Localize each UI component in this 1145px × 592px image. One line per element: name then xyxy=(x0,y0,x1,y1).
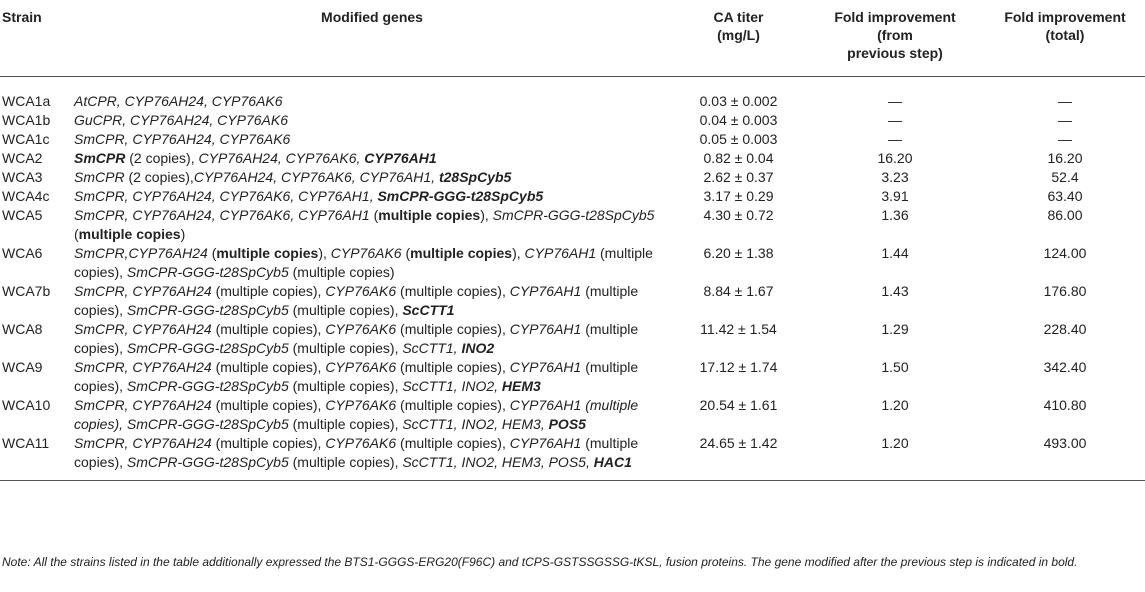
fold-previous-cell: 16.20 xyxy=(877,149,913,166)
header-modified-genes: Modified genes xyxy=(321,9,423,25)
table-row xyxy=(0,168,1145,187)
header-fold-previous: Fold improvement (from previous step) xyxy=(834,9,956,61)
fold-previous-cell: 3.91 xyxy=(881,187,909,204)
modified-genes-cell: SmCPR,CYP76AH24 (multiple copies), CYP76AK6 (multiple copies), CYP76AH1 (multiple copies), SmCPR-GGG-t28SpCyb5 (multiple copies) xyxy=(74,244,653,280)
ca-titer-cell: 4.30 ± 0.72 xyxy=(703,206,774,223)
modified-genes-cell: SmCPR, CYP76AH24 (multiple copies), CYP76AK6 (multiple copies), CYP76AH1 (multiple copies), SmCPR-GGG-t28SpCyb5 (multiple copies), ScCTT1 xyxy=(74,282,639,318)
header-row xyxy=(0,0,1145,76)
strain-cell: WCA5 xyxy=(2,206,43,223)
fold-total-cell: — xyxy=(1058,92,1072,109)
header-strain: Strain xyxy=(2,9,42,25)
strain-cell: WCA8 xyxy=(2,320,43,337)
ca-titer-cell: 17.12 ± 1.74 xyxy=(699,358,778,375)
fold-total-cell: 52.4 xyxy=(1051,168,1079,185)
fold-previous-cell: 1.20 xyxy=(881,396,909,413)
fold-total-cell: 176.80 xyxy=(1043,282,1087,299)
fold-total-cell: 124.00 xyxy=(1043,244,1087,261)
modified-genes-cell: SmCPR, CYP76AH24, CYP76AK6, CYP76AH1, SmCPR-GGG-t28SpCyb5 xyxy=(74,187,544,204)
header-fold-total: Fold improvement (total) xyxy=(1004,9,1126,43)
strain-cell: WCA10 xyxy=(2,396,51,413)
fold-total-cell: 86.00 xyxy=(1047,206,1083,223)
modified-genes-cell: SmCPR, CYP76AH24 (multiple copies), CYP76AK6 (multiple copies), CYP76AH1 (multiple copies), SmCPR-GGG-t28SpCyb5 (multiple copies), ScCTT1, INO2, HEM3 xyxy=(74,358,639,394)
table-footnote: Note: All the strains listed in the table additionally expressed the BTS1-GGGS-ERG20(F96C) and tCPS-GSTSSGSSG-tKSL, fusion proteins. The gene modified after the previous step is indicated in bold. xyxy=(2,555,1078,569)
table-row xyxy=(0,396,1145,434)
ca-titer-cell: 6.20 ± 1.38 xyxy=(703,244,774,261)
table-header xyxy=(0,0,1145,76)
table-row xyxy=(0,206,1145,244)
header-ca-titer: CA titer (mg/L) xyxy=(713,9,764,43)
fold-total-cell: 228.40 xyxy=(1043,320,1087,337)
ca-titer-cell: 11.42 ± 1.54 xyxy=(700,320,777,337)
ca-titer-cell: 2.62 ± 0.37 xyxy=(703,168,774,185)
strain-cell: WCA3 xyxy=(2,168,43,185)
ca-titer-cell: 0.04 ± 0.003 xyxy=(699,111,778,128)
strain-cell: WCA4c xyxy=(2,187,50,204)
table-row xyxy=(0,320,1145,358)
fold-total-cell: 63.40 xyxy=(1047,187,1083,204)
fold-previous-cell: 1.44 xyxy=(881,244,909,261)
fold-total-cell: 16.20 xyxy=(1047,149,1083,166)
ca-titer-cell: 24.65 ± 1.42 xyxy=(699,434,778,451)
fold-previous-cell: 1.29 xyxy=(881,320,909,337)
ca-titer-cell: 0.82 ± 0.04 xyxy=(703,149,774,166)
modified-genes-cell: SmCPR, CYP76AH24, CYP76AK6 xyxy=(74,130,291,147)
table-row xyxy=(0,149,1145,168)
ca-titer-cell: 0.03 ± 0.002 xyxy=(699,92,778,109)
modified-genes-cell: AtCPR, CYP76AH24, CYP76AK6 xyxy=(74,92,283,109)
fold-total-cell: — xyxy=(1058,130,1072,147)
ca-titer-cell: 0.05 ± 0.003 xyxy=(699,130,778,147)
table-row xyxy=(0,282,1145,320)
modified-genes-cell: GuCPR, CYP76AH24, CYP76AK6 xyxy=(74,111,288,128)
fold-previous-cell: 1.50 xyxy=(881,358,909,375)
modified-genes-cell: SmCPR, CYP76AH24 (multiple copies), CYP76AK6 (multiple copies), CYP76AH1 (multiple copies), SmCPR-GGG-t28SpCyb5 (multiple copies), ScCTT1, INO2 xyxy=(74,320,639,356)
table-row xyxy=(0,130,1145,149)
fold-previous-cell: 1.36 xyxy=(881,206,909,223)
strain-cell: WCA7b xyxy=(2,282,51,299)
fold-previous-cell: — xyxy=(888,111,902,128)
strain-cell: WCA6 xyxy=(2,244,43,261)
strain-cell: WCA1c xyxy=(2,130,50,147)
fold-previous-cell: 1.20 xyxy=(881,434,909,451)
strain-cell: WCA9 xyxy=(2,358,43,375)
ca-titer-cell: 8.84 ± 1.67 xyxy=(703,282,774,299)
fold-previous-cell: — xyxy=(888,130,902,147)
fold-previous-cell: — xyxy=(888,92,902,109)
table-row xyxy=(0,187,1145,206)
table-row xyxy=(0,111,1145,130)
table-row xyxy=(0,434,1145,481)
modified-genes-cell: SmCPR, CYP76AH24 (multiple copies), CYP76AK6 (multiple copies), CYP76AH1 (multiple copies), SmCPR-GGG-t28SpCyb5 (multiple copies), ScCTT1, INO2, HEM3, POS5, HAC1 xyxy=(74,434,639,470)
modified-genes-cell: SmCPR, CYP76AH24 (multiple copies), CYP76AK6 (multiple copies), CYP76AH1 (multiple copies), SmCPR-GGG-t28SpCyb5 (multiple copies), ScCTT1, INO2, HEM3, POS5 xyxy=(74,396,639,432)
table-row xyxy=(0,76,1145,111)
fold-previous-cell: 1.43 xyxy=(881,282,909,299)
modified-genes-cell: SmCPR, CYP76AH24, CYP76AK6, CYP76AH1 (multiple copies), SmCPR-GGG-t28SpCyb5 (multiple copies) xyxy=(74,206,655,242)
fold-total-cell: 342.40 xyxy=(1043,358,1087,375)
table-row xyxy=(0,358,1145,396)
fold-total-cell: — xyxy=(1058,111,1072,128)
strain-cell: WCA1b xyxy=(2,111,51,128)
modified-genes-cell: SmCPR (2 copies),CYP76AH24, CYP76AK6, CYP76AH1, t28SpCyb5 xyxy=(74,168,512,185)
ca-titer-cell: 20.54 ± 1.61 xyxy=(699,396,778,413)
modified-genes-cell: SmCPR (2 copies), CYP76AH24, CYP76AK6, CYP76AH1 xyxy=(74,149,437,166)
ca-titer-cell: 3.17 ± 0.29 xyxy=(703,187,774,204)
fold-total-cell: 410.80 xyxy=(1043,396,1087,413)
strain-cell: WCA2 xyxy=(2,149,43,166)
table-row xyxy=(0,244,1145,282)
strain-cell: WCA11 xyxy=(2,434,50,451)
fold-previous-cell: 3.23 xyxy=(881,168,909,185)
strain-cell: WCA1a xyxy=(2,92,51,109)
table-body xyxy=(0,76,1145,480)
fold-total-cell: 493.00 xyxy=(1043,434,1087,451)
